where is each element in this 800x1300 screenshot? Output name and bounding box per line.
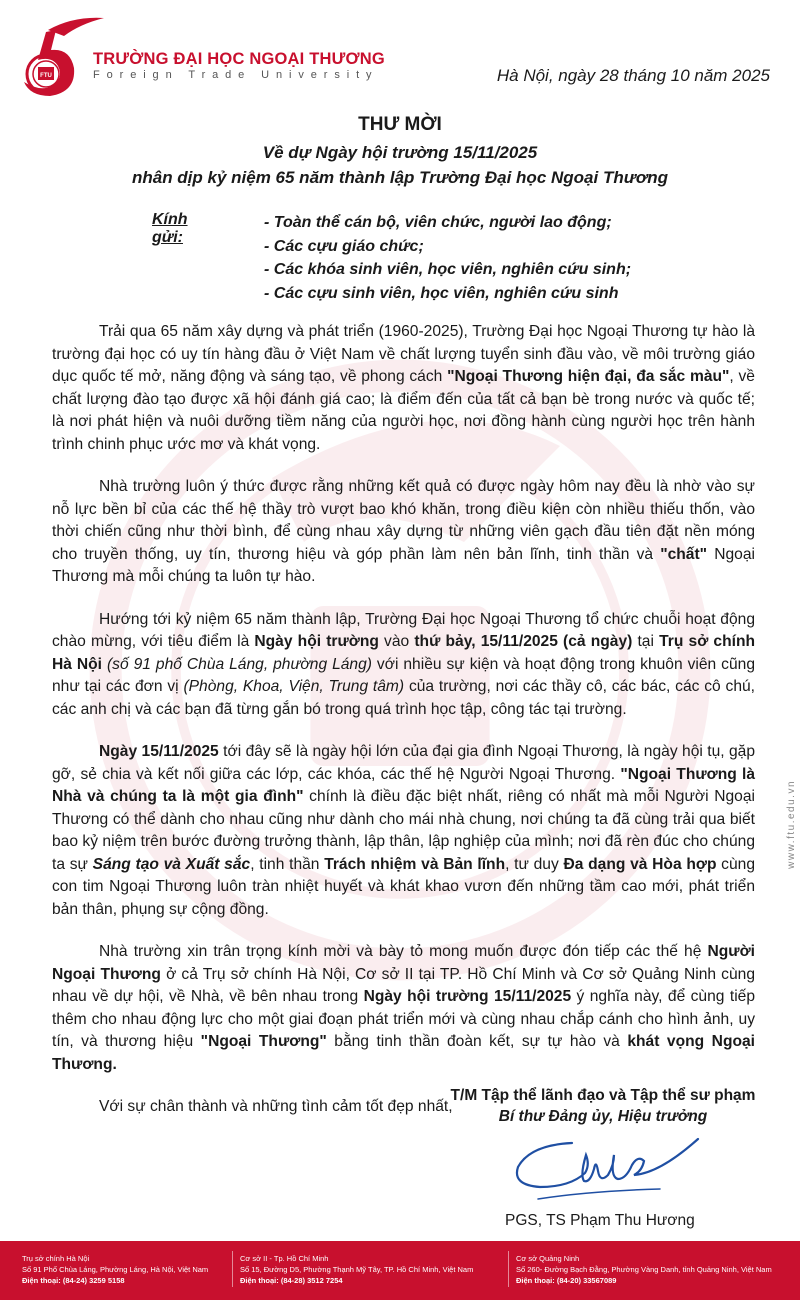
emphasis-text: "chất" <box>660 545 708 563</box>
signer-name: PGS, TS Phạm Thu Hương <box>505 1212 695 1229</box>
emphasis-text: "Ngoại Thương hiện đại, đa sắc màu" <box>447 368 730 385</box>
emphasis-text: Trách nhiệm và Bản lĩnh <box>324 855 506 873</box>
footer-campus-address: Số 91 Phố Chùa Láng, Phường Láng, Hà Nội, Việt Nam <box>22 1265 209 1274</box>
footer-divider <box>232 1251 233 1287</box>
footer-campus-title: Trụ sở chính Hà Nội <box>22 1254 90 1263</box>
emphasis-text: "Ngoại Thương" <box>200 1033 327 1050</box>
italic-note: (Phòng, Khoa, Viện, Trung tâm) <box>183 678 405 695</box>
footer-campus-title: Cơ sở II - Tp. Hồ Chí Minh <box>240 1254 329 1263</box>
footer-campus-title: Cơ sở Quảng Ninh <box>516 1254 580 1263</box>
recipient-item: - Các cựu giáo chức; <box>264 237 424 255</box>
handwritten-signature <box>510 1125 710 1205</box>
signature-block <box>438 1087 768 1126</box>
emphasis-text: "Ngoại Thương là Nhà và chúng ta là một gia đình" <box>52 765 756 805</box>
recipients-label: Kính gửi: <box>152 211 188 246</box>
letter-subtitle-1: Về dự Ngày hội trường 15/11/2025 <box>262 143 538 162</box>
paragraph-4: Ngày 15/11/2025 tới đây sẽ là ngày hội lớn của đại gia đình Ngoại Thương, là ngày hội tụ, gặp gỡ, sẻ chia và kết nối giữa các lớp, các khóa, các thế hệ Người Ngoại Thương. "Ngoại Thương là Nhà và chúng ta là một gia đình" chính là điều đặc biệt nhất, riêng có nhất mà mỗi Người Ngoại Thương có thể dành cho nhau cũng như dành cho mái nhà chung, nơi chúng ta đã cùng trải qua biết bao kỷ niệm trên bước đường trưởng thành, lập thân, lập nghiệp của mình; nơi đã rèn đúc cho chúng ta sự Sáng tạo và Xuất sắc, tinh thần Trách nhiệm và Bản lĩnh, tư duy Đa dạng và Hòa hợp cùng con tim Ngoại Thương luôn tràn nhiệt huyết và khát khao vươn đến những tầm cao mới, phát triển bản thân, phụng sự cộng đồng. <box>52 743 756 918</box>
emphasis-text: Ngày hội trường <box>254 633 379 650</box>
footer-address-quangninh <box>516 1253 791 1286</box>
footer-bar <box>0 1241 800 1300</box>
emphasis-text: Ngày hội trường 15/11/2025 <box>363 988 572 1005</box>
university-name-english: Foreign Trade University <box>93 69 379 81</box>
emphasis-text: Sáng tạo và Xuất sắc <box>92 855 251 873</box>
footer-divider <box>508 1251 509 1287</box>
letter-subtitle-2: nhân dịp kỷ niệm 65 năm thành lập Trường Đại học Ngoại Thương <box>131 168 669 187</box>
letter-title: THƯ MỜI <box>358 114 442 135</box>
paragraph-5: Nhà trường xin trân trọng kính mời và bày tỏ mong muốn được đón tiếp các thế hệ Người Ngoại Thương ở cả Trụ sở chính Hà Nội, Cơ sở II tại TP. Hồ Chí Minh và Cơ sở Quảng Ninh cùng nhau về dự hội, về Nhà, về bên nhau trong Ngày hội trường 15/11/2025 ý nghĩa này, để cùng tiếp thêm cho nhau động lực cho một giai đoạn phát triển mới và cùng nhau chắp cánh cho hình ảnh, uy tín, và thương hiệu "Ngoại Thương" bằng tinh thần đoàn kết, sự tự hào và khát vọng Ngoại Thương. <box>52 943 756 1073</box>
recipients-list <box>264 211 784 305</box>
footer-campus-phone: Điện thoại: (84-24) 3259 5158 <box>22 1276 125 1285</box>
emphasis-text: thứ bảy, 15/11/2025 (cả ngày) <box>414 633 633 650</box>
footer-campus-address: Số 15, Đường D5, Phường Thạnh Mỹ Tây, TP. Hồ Chí Minh, Việt Nam <box>240 1265 474 1274</box>
emphasis-text: Người Ngoại Thương <box>52 943 755 983</box>
emphasis-text: Trụ sở chính Hà Nội <box>52 633 756 673</box>
paragraph-2: Nhà trường luôn ý thức được rằng những kết quả có được ngày hôm nay đều là nhờ vào sự nỗ lực bền bỉ của các thế hệ thầy trò vượt bao khó khăn, trong điều kiện còn nhiều thiếu thốn, vào thời chiến cũng như thời bình, để cùng nhau xây dựng từ những viên gạch đầu tiên đặt nền móng cho truyền thống, uy tín, thương hiệu và góp phần làm nên bản lĩnh, tinh thần và "chất" Ngoại Thương mà mỗi chúng ta luôn tự hào. <box>52 478 755 585</box>
emphasis-text: khát vọng Ngoại Thương. <box>52 1033 756 1073</box>
signature-role-1: T/M Tập thể lãnh đạo và Tập thể sư phạm <box>450 1087 756 1104</box>
footer-campus-phone: Điện thoại: (84-28) 3512 7254 <box>240 1276 343 1285</box>
footer-campus-address: Số 260- Đường Bạch Đằng, Phường Vàng Danh, tỉnh Quảng Ninh, Việt Nam <box>516 1265 772 1274</box>
logo-text: FTU <box>40 73 52 79</box>
emphasis-text: Đa dạng và Hòa hợp <box>563 855 717 873</box>
italic-note: (số 91 phố Chùa Láng, phường Láng) <box>106 655 372 673</box>
recipient-item: - Toàn thể cán bộ, viên chức, người lao động; <box>264 214 612 231</box>
signature-role-2: Bí thư Đảng ủy, Hiệu trưởng <box>498 1108 708 1125</box>
recipient-item: - Các cựu sinh viên, học viên, nghiên cứu sinh <box>264 284 619 302</box>
paragraph-1: Trải qua 65 năm xây dựng và phát triển (1960-2025), Trường Đại học Ngoại Thương tự hào là trường đại học có uy tín hàng đầu ở Việt Nam về chất lượng tuyển sinh đầu vào, về môi trường giáo dục quốc tế mở, năng động và sáng tạo, về phong cách "Ngoại Thương hiện đại, đa sắc màu", về chất lượng đào tạo được xã hội đánh giá cao; là điểm đến của tất cả bạn bè trong nước và quốc tế; là nơi phát hiện và nuôi dưỡng tiềm năng của người học, nơi đồng hành cùng người học trên hành trình chinh phục ước mơ và khát vọng. <box>52 323 755 453</box>
paragraph-3: Hướng tới kỷ niệm 65 năm thành lập, Trường Đại học Ngoại Thương tổ chức chuỗi hoạt động chào mừng, với tiêu điểm là Ngày hội trường vào thứ bảy, 15/11/2025 (cả ngày) tại Trụ sở chính Hà Nội (số 91 phố Chùa Láng, phường Láng) với nhiều sự kiện và hoạt động trong khuôn viên cũng như tại các đơn vị (Phòng, Khoa, Viện, Trung tâm) của trường, nơi các thầy cô, các bác, các cô chú, các anh chị và các bạn đã từng gắn bó trong quá trình học tập, công tác tại trường. <box>52 610 756 718</box>
paragraph-closing: Với sự chân thành và những tình cảm tốt đẹp nhất, <box>99 1098 453 1115</box>
footer-address-hcm <box>240 1253 510 1286</box>
side-website-url: www.ftu.edu.vn <box>786 780 797 869</box>
footer-campus-phone: Điện thoại: (84-20) 33567089 <box>516 1276 617 1285</box>
letter-body <box>52 321 755 1139</box>
footer-address-hanoi <box>22 1253 237 1286</box>
emphasis-text: Ngày 15/11/2025 <box>99 743 219 760</box>
recipient-item: - Các khóa sinh viên, học viên, nghiên cứu sinh; <box>264 261 632 278</box>
letter-date: Hà Nội, ngày 28 tháng 10 năm 2025 <box>496 66 770 85</box>
university-name: TRƯỜNG ĐẠI HỌC NGOẠI THƯƠNG <box>93 50 385 68</box>
